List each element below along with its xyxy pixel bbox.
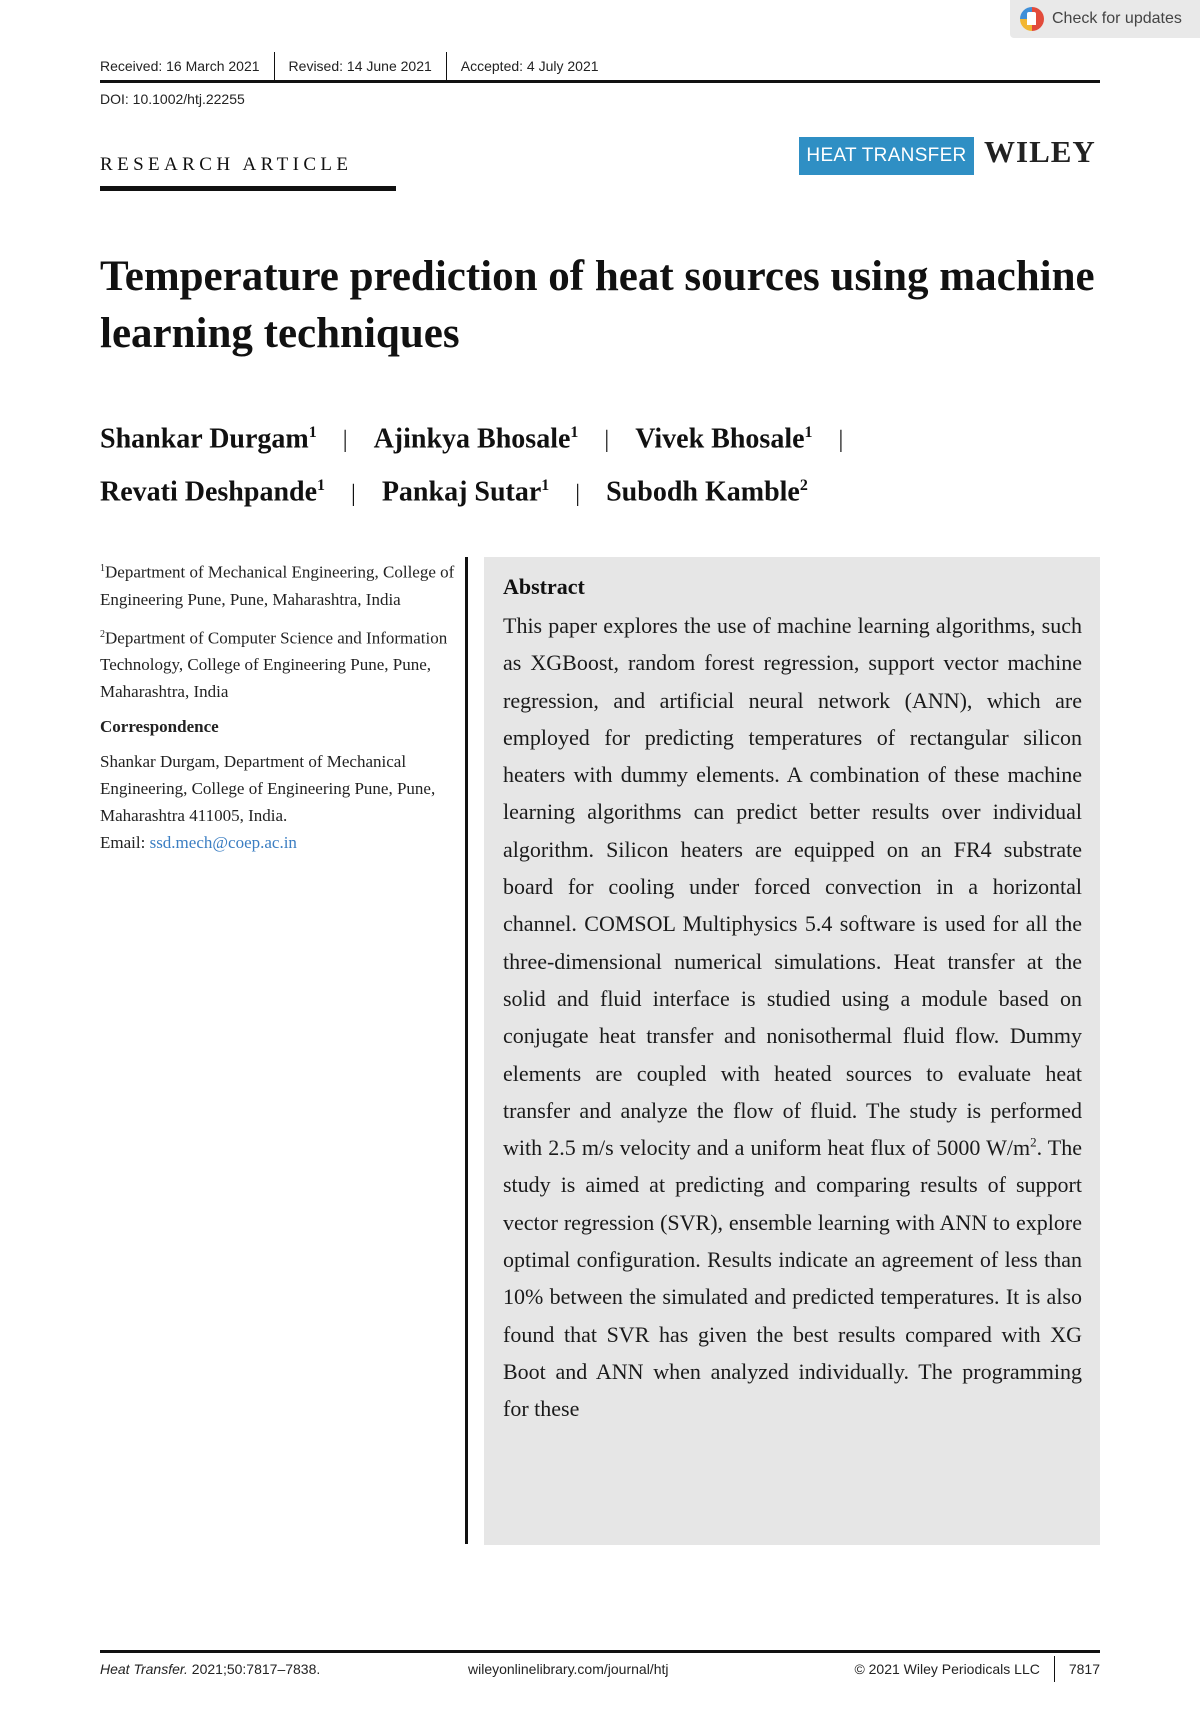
author-separator: | [575, 480, 581, 507]
doi[interactable]: DOI: 10.1002/htj.22255 [100, 91, 245, 107]
author-separator: | [342, 427, 348, 454]
correspondence-heading: Correspondence [100, 717, 219, 737]
received-date: Received: 16 March 2021 [100, 58, 260, 74]
author[interactable]: Ajinkya Bhosale$^1$ [373, 423, 579, 455]
page-footer [100, 1656, 1100, 1682]
article-dates [100, 52, 1100, 80]
correspondence-email-link[interactable]: ssd.mech@coep.ac.in [149, 833, 297, 853]
footer-rule [100, 1650, 1100, 1653]
page-title: Temperature prediction of heat sources using machine learning techniques [100, 253, 1095, 357]
author[interactable]: Subodh Kamble$^2$ [606, 476, 808, 508]
author[interactable]: Revati Deshpande$^1$ [100, 476, 326, 508]
author[interactable]: Pankaj Sutar$^1$ [381, 476, 550, 508]
abstract-heading: Abstract [503, 574, 585, 599]
footer-citation: Heat Transfer. 2021;50:7817–7838. [100, 1661, 321, 1677]
check-updates-icon [1020, 7, 1044, 31]
footer-journal-link[interactable]: wileyonlinelibrary.com/journal/htj [467, 1661, 669, 1677]
revised-date: Revised: 14 June 2021 [288, 58, 432, 74]
author-line [100, 463, 1100, 516]
author-separator: | [604, 427, 610, 454]
footer-copyright: © 2021 Wiley Periodicals LLC [854, 1661, 1040, 1677]
page-number: 7817 [1068, 1661, 1100, 1677]
abstract-text: This paper explores the use of machine learning algorithms, such as XGBoost, random forest regression, support vector machine regression, and artificial neural network (ANN), which are employed for predicting temperatures of rectangular silicon heaters with dummy elements. A combination of these machine learning algorithms can predict better results over individual algorithm. Silicon heaters are equipped on an FR4 substrate board for cooling under forced convection in a horizontal channel. COMSOL Multiphysics 5.4 software is used for all the three-dimensional numerical simulations. Heat transfer at the solid and fluid interface is studied using a module based on conjugate heat transfer and nonisothermal fluid flow. Dummy elements are coupled with heated sources to evaluate heat transfer and analyze the flow of fluid. The study is performed with 2.5 m/s velocity and a uniform heat flux of 5000 $W/m^2$. The study is aimed at predicting and comparing results of support vector regression (SVR), ensemble learning with ANN to explore optimal configuration. Results indicate an agreement of less than 10% between the simulated and predicted temperatures. It is also found that SVR has given the best results compared with XG Boot and ANN when analyzed individually. The programming for these [503, 613, 1082, 1422]
author[interactable]: Shankar Durgam$^1$ [100, 423, 317, 455]
author-separator: | [351, 480, 356, 507]
header-rule [100, 80, 1100, 83]
accepted-date: Accepted: 4 July 2021 [460, 58, 599, 74]
affiliation: $^2$Department of Computer Science and Information Technology, College of Engineering Pune, Pune, Maharashtra, India [100, 628, 448, 702]
correspondence-text: Shankar Durgam, Department of Mechanical Engineering, College of Engineering Pune, Pune, Maharashtra 411005, India. Email: ssd.mech@coep.ac.in [100, 752, 436, 853]
author-line [100, 410, 1100, 463]
article-type: RESEARCH ARTICLE [100, 154, 353, 175]
author[interactable]: Vivek Bhosale$^1$ [635, 423, 813, 455]
author-separator: | [838, 427, 844, 454]
check-for-updates-button[interactable] [1010, 0, 1200, 38]
journal-badge: HEAT TRANSFER [799, 137, 974, 175]
column-divider [465, 557, 468, 1544]
article-type-underline [100, 186, 396, 191]
affiliation: $^1$Department of Mechanical Engineering, College of Engineering Pune, Pune, Maharashtra, India [100, 562, 455, 609]
abstract-box [484, 557, 1100, 1545]
affiliations [100, 555, 460, 864]
publisher-logo: WILEY [984, 134, 1096, 169]
author-list [100, 410, 1100, 517]
check-updates-label: Check for updates [1052, 10, 1182, 27]
